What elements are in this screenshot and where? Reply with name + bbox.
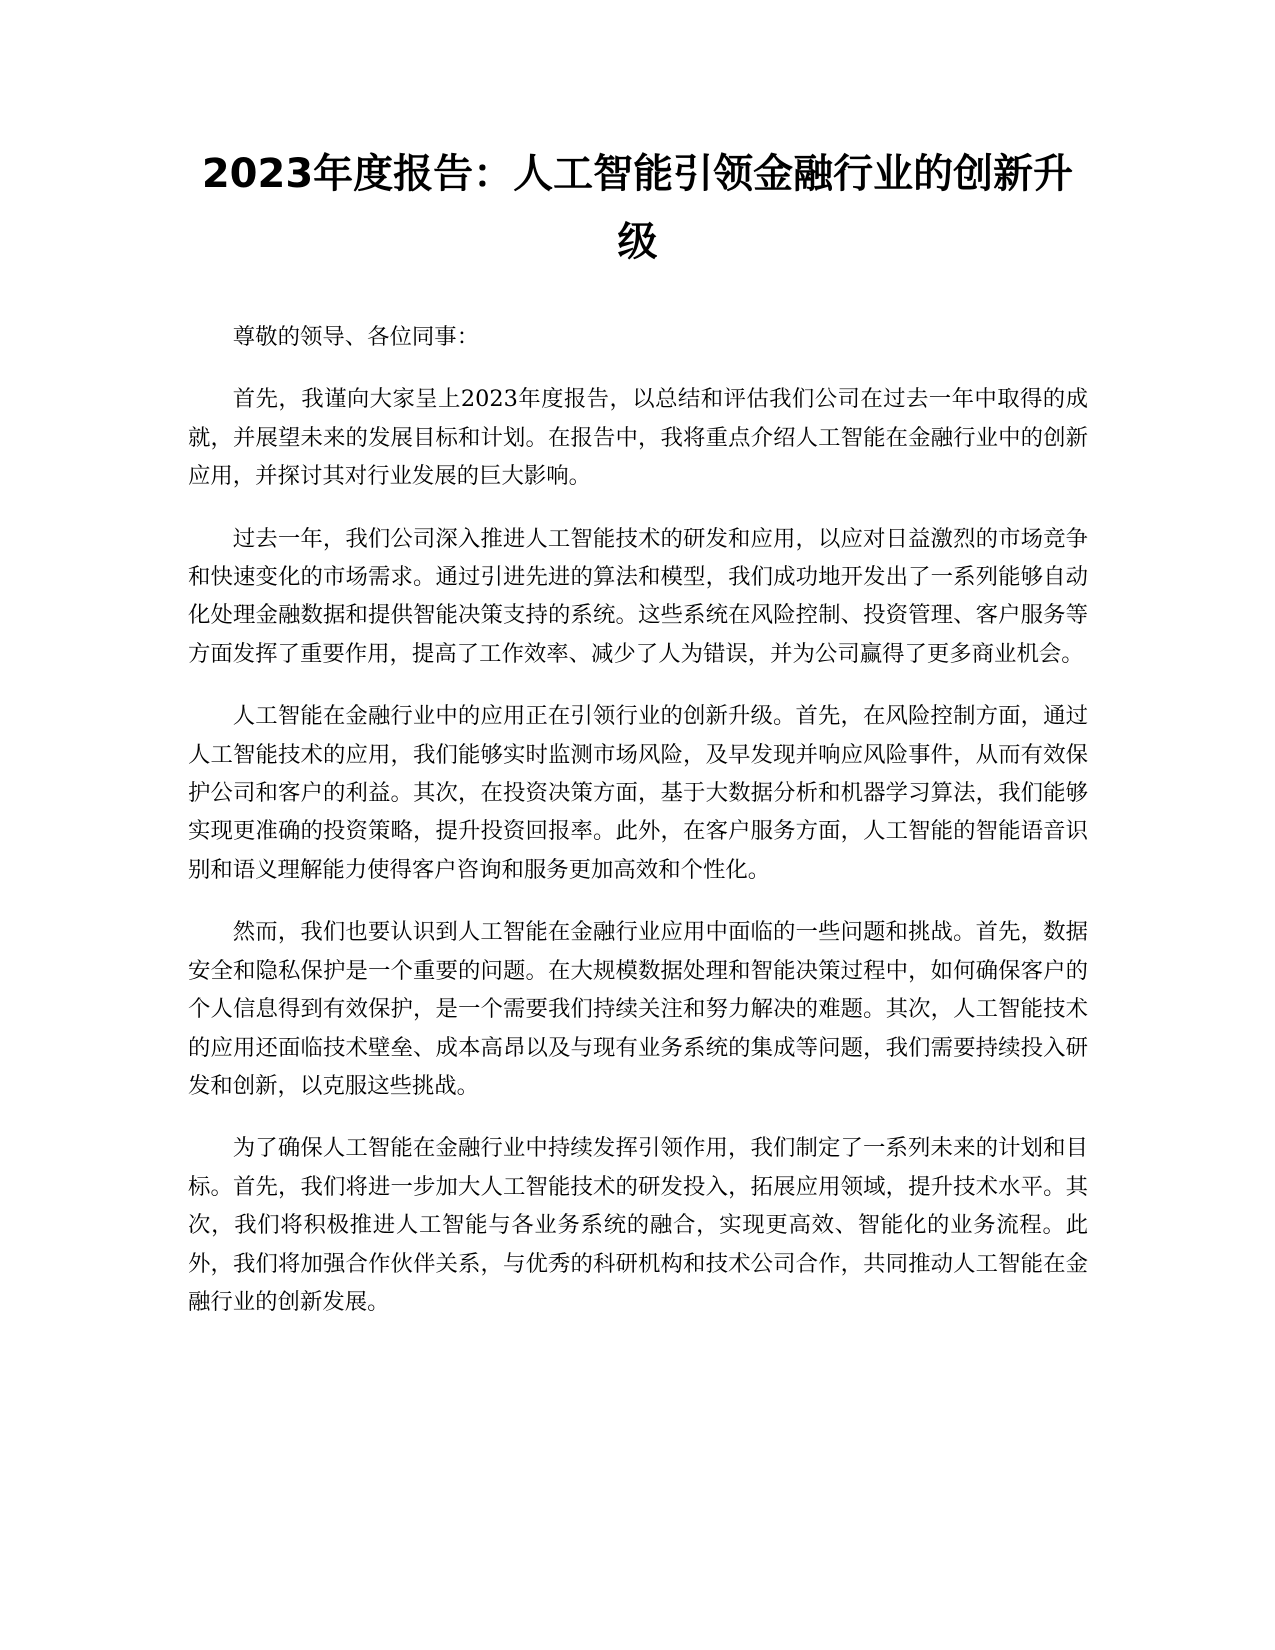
paragraph-past-year: 过去一年，我们公司深入推进人工智能技术的研发和应用，以应对日益激烈的市场竞争和快速变化的市场需求。通过引进先进的算法和模型，我们成功地开发出了一系列能够自动化处理金融数据和提供智能决策支持的系统。这些系统在风险控制、投资管理、客户服务等方面发挥了重要作用，提高了工作效率、减少了人为错误，并为公司赢得了更多商业机会。	[188, 525, 1088, 667]
paragraph-salutation: 尊敬的领导、各位同事：	[232, 324, 480, 350]
paragraph-introduction: 首先，我谨向大家呈上2023年度报告，以总结和评估我们公司在过去一年中取得的成就，并展望未来的发展目标和计划。在报告中，我将重点介绍人工智能在金融行业中的创新应用，并探讨其对行业发展的巨大影响。	[188, 386, 1088, 490]
document-title: 2023年度报告：人工智能引领金融行业的创新升级	[201, 151, 1074, 265]
paragraph-future-plans: 为了确保人工智能在金融行业中持续发挥引领作用，我们制定了一系列未来的计划和目标。首先，我们将进一步加大人工智能技术的研发投入，拓展应用领域，提升技术水平。其次，我们将积极推进人工智能与各业务系统的融合，实现更高效、智能化的业务流程。此外，我们将加强合作伙伴关系，与优秀的科研机构和技术公司合作，共同推动人工智能在金融行业的创新发展。	[188, 1135, 1088, 1315]
paragraph-ai-applications: 人工智能在金融行业中的应用正在引领行业的创新升级。首先，在风险控制方面，通过人工智能技术的应用，我们能够实时监测市场风险，及早发现并响应风险事件，从而有效保护公司和客户的利益。其次，在投资决策方面，基于大数据分析和机器学习算法，我们能够实现更准确的投资策略，提升投资回报率。此外，在客户服务方面，人工智能的智能语音识别和语义理解能力使得客户咨询和服务更加高效和个性化。	[188, 703, 1088, 883]
paragraph-challenges: 然而，我们也要认识到人工智能在金融行业应用中面临的一些问题和挑战。首先，数据安全和隐私保护是一个重要的问题。在大规模数据处理和智能决策过程中，如何确保客户的个人信息得到有效保护，是一个需要我们持续关注和努力解决的难题。其次，人工智能技术的应用还面临技术壁垒、成本高昂以及与现有业务系统的集成等问题，我们需要持续投入研发和创新，以克服这些挑战。	[188, 919, 1088, 1099]
document-body	[188, 318, 1088, 1345]
